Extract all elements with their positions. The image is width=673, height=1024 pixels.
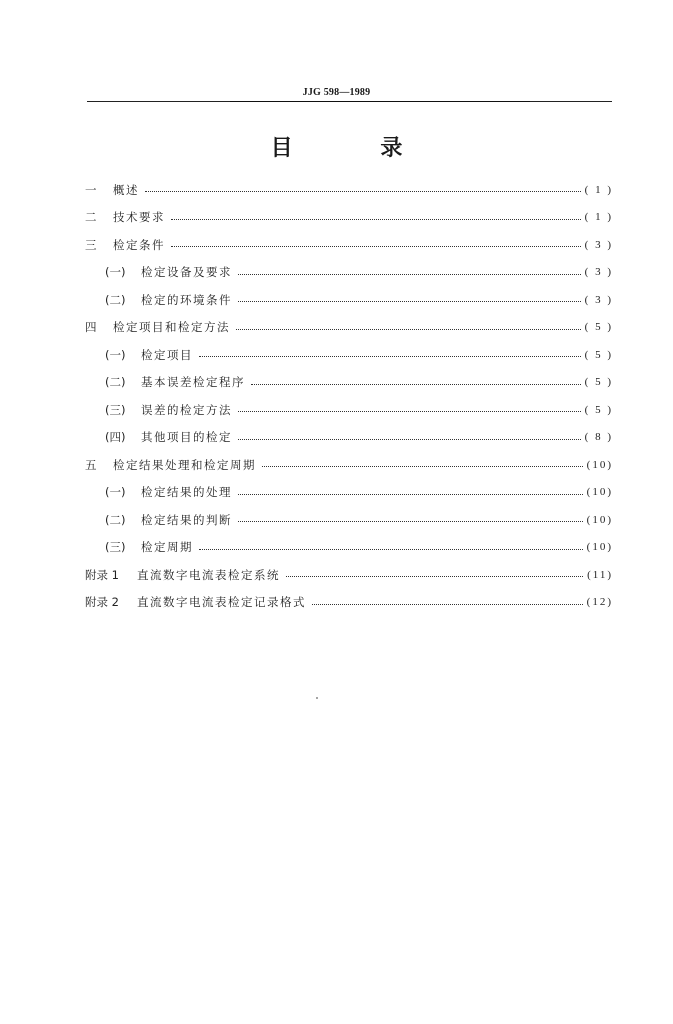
toc-entry-number: (三) <box>105 402 126 417</box>
toc-dot-leader <box>171 219 581 220</box>
toc-entry-label: 检定结果的判断 <box>141 512 232 527</box>
header-rule-emphasis <box>230 101 530 102</box>
toc-entry-page: ( 8 ) <box>584 431 613 444</box>
toc-entry-number: (二) <box>105 512 126 527</box>
toc-entry-page: (11) <box>587 568 613 581</box>
toc-entry-label: 概述 <box>113 182 139 197</box>
toc-entry-label: 基本误差检定程序 <box>141 375 245 390</box>
toc-entry-label: 检定项目 <box>141 347 193 362</box>
toc-entry-label: 误差的检定方法 <box>141 402 232 417</box>
toc-dot-leader <box>199 549 583 550</box>
toc-entry-label: 直流数字电流表检定记录格式 <box>137 595 306 610</box>
toc-entry-page: ( 3 ) <box>584 293 613 306</box>
toc-dot-leader <box>238 494 583 495</box>
header-standard-code: JJG 598—1989 <box>302 87 371 98</box>
toc-entry[interactable] <box>85 314 613 342</box>
toc-entry-page: ( 3 ) <box>584 238 613 251</box>
toc-dot-leader <box>236 329 581 330</box>
toc-entry-page: (10) <box>586 458 613 471</box>
toc-entry-page: ( 5 ) <box>584 403 613 416</box>
toc-entry[interactable] <box>85 424 613 452</box>
toc-entry-page: (10) <box>586 486 613 499</box>
toc-dot-leader <box>238 301 581 302</box>
toc-entry-page: (10) <box>586 541 613 554</box>
toc-dot-leader <box>171 246 581 247</box>
toc-entry[interactable] <box>85 369 613 397</box>
toc-dot-leader <box>238 411 581 412</box>
toc-entry[interactable] <box>85 176 613 204</box>
toc-dot-leader <box>312 604 583 605</box>
toc-entry[interactable] <box>85 286 613 314</box>
toc-dot-leader <box>238 274 581 275</box>
toc-entry[interactable] <box>85 589 613 617</box>
toc-entry-label: 直流数字电流表检定系统 <box>137 567 280 582</box>
toc-dot-leader <box>238 439 581 440</box>
toc-entry-label: 检定结果处理和检定周期 <box>113 457 256 472</box>
toc-entry-number: 附录 2 <box>85 595 119 610</box>
scan-speck <box>316 697 318 699</box>
toc-entry-number: 二 <box>85 210 97 225</box>
toc-entry[interactable] <box>85 259 613 287</box>
toc-entry[interactable] <box>85 479 613 507</box>
toc-entry-label: 其他项目的检定 <box>141 430 232 445</box>
toc-entry-number: 五 <box>85 457 97 472</box>
toc-entry-label: 检定的环境条件 <box>141 292 232 307</box>
toc-entry-number: 四 <box>85 320 97 335</box>
toc-entry-page: ( 1 ) <box>584 211 613 224</box>
toc-dot-leader <box>199 356 581 357</box>
toc-entry-number: (一) <box>105 265 126 280</box>
table-of-contents <box>85 176 613 616</box>
toc-entry-label: 检定项目和检定方法 <box>113 320 230 335</box>
toc-entry-label: 检定条件 <box>113 237 165 252</box>
toc-entry-number: 一 <box>85 182 97 197</box>
toc-entry[interactable] <box>85 506 613 534</box>
toc-entry-label: 技术要求 <box>113 210 165 225</box>
toc-dot-leader <box>262 466 583 467</box>
toc-entry[interactable] <box>85 204 613 232</box>
toc-dot-leader <box>238 521 583 522</box>
toc-entry-page: ( 5 ) <box>584 321 613 334</box>
toc-entry-page: ( 5 ) <box>584 376 613 389</box>
toc-entry-page: ( 5 ) <box>584 348 613 361</box>
toc-entry-page: ( 3 ) <box>584 266 613 279</box>
toc-entry-number: (四) <box>105 430 126 445</box>
toc-entry[interactable] <box>85 341 613 369</box>
toc-entry-number: 附录 1 <box>85 567 119 582</box>
toc-entry-page: ( 1 ) <box>584 183 613 196</box>
toc-entry-number: (一) <box>105 485 126 500</box>
toc-entry-number: (二) <box>105 292 126 307</box>
toc-entry-page: (10) <box>586 513 613 526</box>
toc-dot-leader <box>145 191 581 192</box>
toc-entry-number: (二) <box>105 375 126 390</box>
toc-entry[interactable] <box>85 561 613 589</box>
toc-title: 目 录 <box>270 136 443 161</box>
toc-dot-leader <box>251 384 581 385</box>
toc-entry[interactable] <box>85 231 613 259</box>
toc-entry-page: (12) <box>586 596 613 609</box>
toc-dot-leader <box>286 576 583 577</box>
toc-entry-number: 三 <box>85 237 97 252</box>
toc-entry[interactable] <box>85 396 613 424</box>
toc-entry-label: 检定结果的处理 <box>141 485 232 500</box>
toc-entry-number: (三) <box>105 540 126 555</box>
toc-entry[interactable] <box>85 534 613 562</box>
toc-entry-label: 检定周期 <box>141 540 193 555</box>
toc-entry-number: (一) <box>105 347 126 362</box>
toc-entry[interactable] <box>85 451 613 479</box>
toc-entry-label: 检定设备及要求 <box>141 265 232 280</box>
